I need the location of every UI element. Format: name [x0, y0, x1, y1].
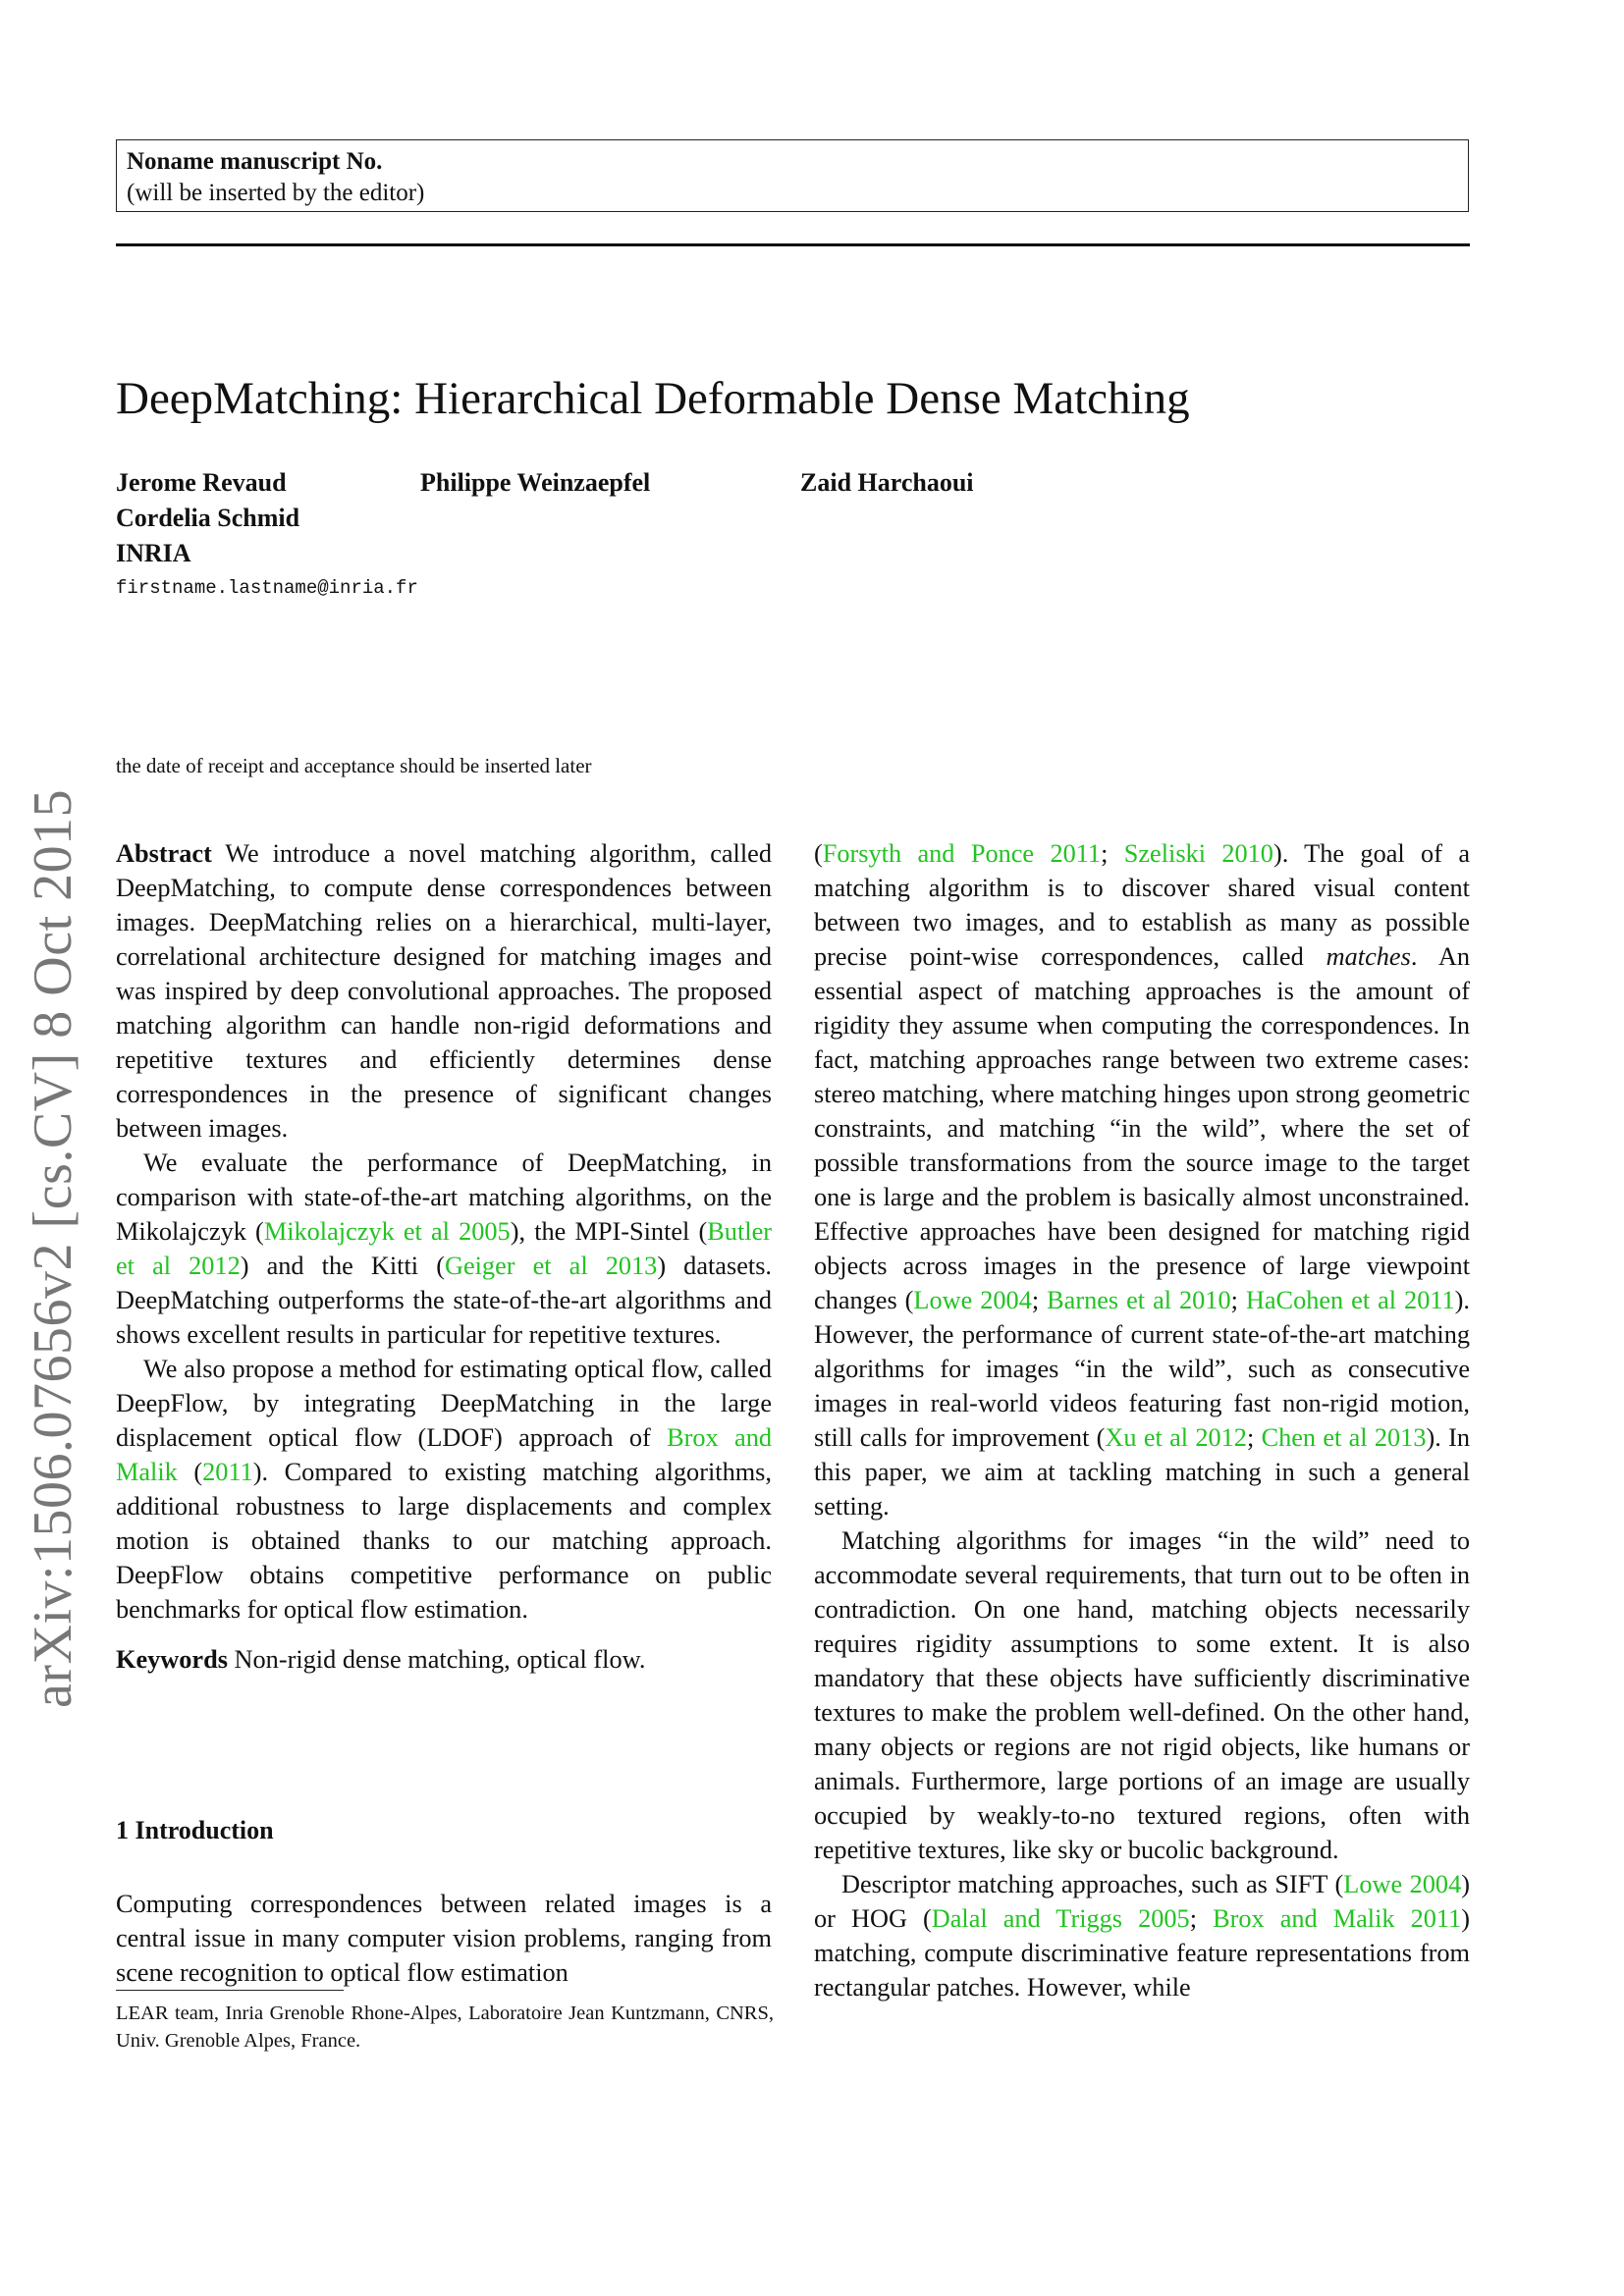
text: ; — [1230, 1286, 1246, 1314]
keywords — [116, 1642, 772, 1677]
text: We also propose a method for estimating optical flow, called DeepFlow, by integrating DeepMatching in the large displacement optical flow (LDOF) approach of — [116, 1355, 772, 1452]
left-column — [116, 836, 772, 1677]
citation-link[interactable]: Geiger et al 2013 — [444, 1252, 658, 1280]
manuscript-number: Noname manuscript No. — [127, 148, 383, 175]
right-p3 — [814, 1867, 1470, 2004]
citation-link[interactable]: Lowe 2004 — [1343, 1870, 1462, 1898]
editor-note: (will be inserted by the editor) — [127, 180, 425, 206]
text: ). In this paper, we aim at tackling matching in such a general setting. — [814, 1423, 1470, 1521]
text: ). Compared to existing matching algorithms, additional robustness to large displacements and complex motion is obtained thanks to our matching approach. DeepFlow obtains competitive performance on public benchmarks for optical flow estimation. — [116, 1458, 772, 1624]
text: Descriptor matching approaches, such as SIFT ( — [841, 1870, 1344, 1898]
text: ; — [1189, 1904, 1214, 1933]
header-rule — [116, 243, 1470, 246]
footnote: LEAR team, Inria Grenoble Rhone-Alpes, Laboratoire Jean Kuntzmann, CNRS, Univ. Grenoble Alpes, France. — [116, 2002, 774, 2052]
author-3: Zaid Harchaoui — [800, 468, 974, 497]
right-column — [814, 836, 1470, 2004]
text: ) datasets. DeepMatching outperforms the state-of-the-art algorithms and shows excellent results in particular for repetitive textures. — [116, 1252, 772, 1349]
affiliation: INRIA — [116, 539, 191, 567]
footnote-rule — [116, 1990, 344, 1991]
citation-link[interactable]: Mikolajczyk et al 2005 — [263, 1217, 511, 1246]
section-heading: 1 Introduction — [116, 1816, 274, 1844]
citation-link[interactable]: Barnes et al 2010 — [1047, 1286, 1231, 1314]
citation-link[interactable]: 2011 — [202, 1458, 253, 1486]
text: We evaluate the performance of DeepMatching, in comparison with state-of-the-art matching algorithms, on the Mikolajczyk ( — [116, 1148, 772, 1246]
intro-p1: Computing correspondences between related images is a central issue in many computer vision problems, ranging from scene recognition to optical flow estimation — [116, 1890, 772, 1987]
citation-link[interactable]: HaCohen et al 2011 — [1245, 1286, 1455, 1314]
abstract-label: Abstract — [116, 839, 212, 868]
citation-link[interactable]: Dalal and Triggs 2005 — [931, 1904, 1190, 1933]
text: ; — [1246, 1423, 1262, 1452]
dates-note: the date of receipt and acceptance should be inserted later — [116, 754, 592, 777]
text: ) and the Kitti ( — [240, 1252, 445, 1280]
paper-title: DeepMatching: Hierarchical Deformable Dense Matching — [116, 373, 1190, 424]
citation-link[interactable]: Lowe 2004 — [913, 1286, 1032, 1314]
text: ; — [1101, 839, 1124, 868]
citation-link[interactable]: Forsyth and Ponce 2011 — [822, 839, 1102, 868]
citation-link[interactable]: Brox and Malik 2011 — [1213, 1904, 1462, 1933]
author-4: Cordelia Schmid — [116, 504, 300, 532]
editor-box — [116, 139, 1469, 212]
abstract-p2 — [116, 1146, 772, 1352]
author-email: firstname.lastname@inria.fr — [116, 577, 418, 599]
abstract-text-1: We introduce a novel matching algorithm, called DeepMatching, to compute dense correspondences between images. DeepMatching relies on a hierarchical, multi-layer, correlational architecture designed for matching images and was inspired by deep convolutional approaches. The proposed matching algorithm can handle non-rigid deformations and repetitive textures and efficiently determines dense correspondences in the presence of significant changes between images. — [116, 839, 772, 1143]
keywords-label: Keywords — [116, 1645, 228, 1674]
text: . An essential aspect of matching approaches is the amount of rigidity they assume when computing the correspondences. In fact, matching approaches range between two extreme cases: stereo matching, where matching hinges upon strong geometric constraints, and matching “in the wild”, where the set of possible transformations from the source image to the target one is large and the problem is basically almost unconstrained. Effective approaches have been designed for matching rigid objects across images in the presence of large viewpoint changes ( — [814, 942, 1470, 1314]
author-1: Jerome Revaud — [116, 468, 287, 497]
text: ) or HOG ( — [814, 1870, 1470, 1933]
text: ( — [814, 839, 823, 868]
abstract-p1 — [116, 836, 772, 1146]
text: ( — [177, 1458, 203, 1486]
text: ). However, the performance of current state-of-the-art matching algorithms for images “in the wild”, such as consecutive images in real-world videos featuring fast non-rigid motion, still calls for improvement ( — [814, 1286, 1471, 1452]
citation-link[interactable]: Szeliski 2010 — [1123, 839, 1273, 868]
text: ; — [1031, 1286, 1048, 1314]
text: ), the MPI-Sintel ( — [510, 1217, 708, 1246]
author-2: Philippe Weinzaepfel — [420, 468, 651, 497]
text: ). The goal of a matching algorithm is to discover shared visual content between two images, and to establish as many as possible precise point-wise correspondences, called — [814, 839, 1470, 971]
right-p1 — [814, 836, 1470, 1523]
arxiv-stamp: arXiv:1506.07656v2 [cs.CV] 8 Oct 2015 — [23, 788, 83, 1708]
citation-link[interactable]: Butler et al 2012 — [116, 1217, 772, 1280]
citation-link[interactable]: Brox and Malik — [116, 1423, 772, 1486]
text: ) matching, compute discriminative feature representations from rectangular patches. However, while — [814, 1904, 1470, 2002]
citation-link[interactable]: Xu et al 2012 — [1105, 1423, 1247, 1452]
intro-text — [116, 1887, 772, 1990]
abstract-p3 — [116, 1352, 772, 1627]
keywords-text: Non-rigid dense matching, optical flow. — [234, 1645, 646, 1674]
emphasis: matches — [1326, 942, 1411, 971]
citation-link[interactable]: Chen et al 2013 — [1261, 1423, 1427, 1452]
right-p2: Matching algorithms for images “in the wild” need to accommodate several requirements, that turn out to be often in contradiction. On one hand, matching objects necessarily requires rigidity assumptions to some extent. It is also mandatory that these objects have sufficiently discriminative textures to make the problem well-defined. On the other hand, many objects or regions are not rigid objects, like humans or animals. Furthermore, large portions of an image are usually occupied by weakly-to-no textured regions, often with repetitive textures, like sky or bucolic background. — [814, 1526, 1470, 1864]
